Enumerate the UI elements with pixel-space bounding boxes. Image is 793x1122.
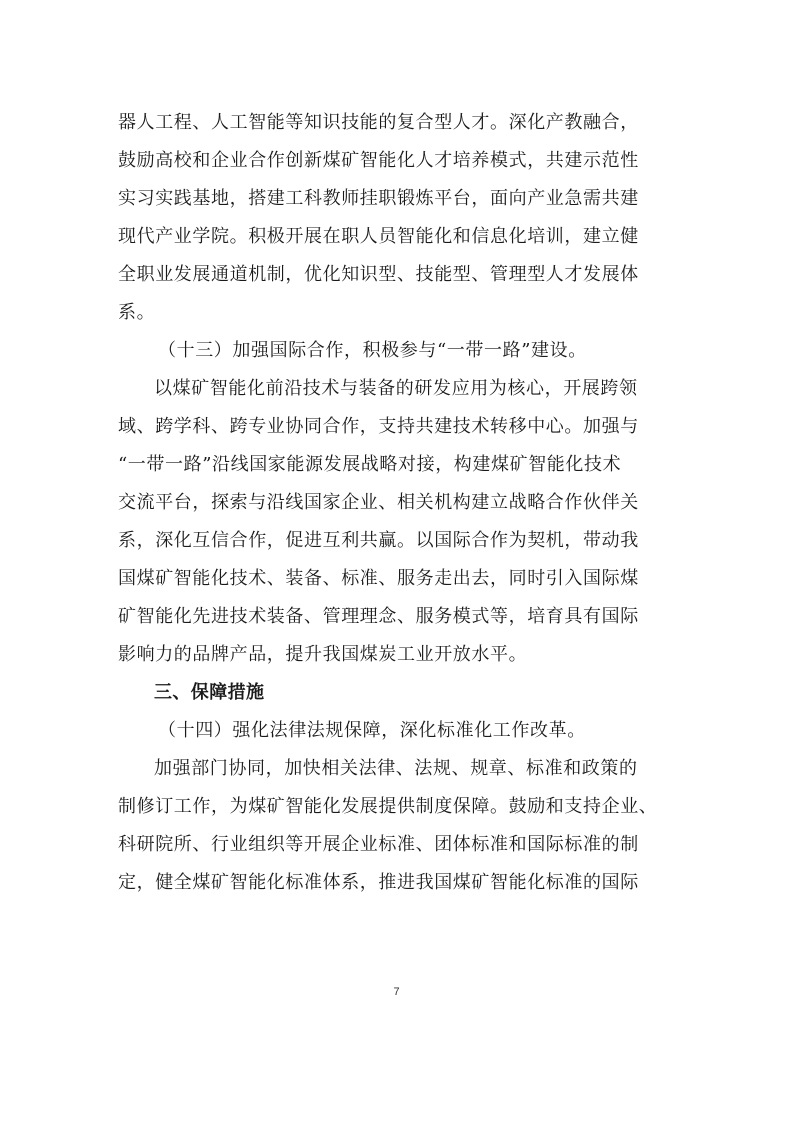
paragraph-line: 科研院所、行业组织等开展企业标准、团体标准和国际标准的制 (118, 834, 639, 855)
paragraph-line: 交流平台，探索与沿线国家企业、相关机构建立战略合作伙伴关 (118, 492, 639, 513)
paragraph-line: 影响力的品牌产品，提升我国煤炭工业开放水平。 (118, 644, 528, 665)
paragraph-line: 以煤矿智能化前沿技术与装备的研发应用为核心，开展跨领 (154, 378, 638, 399)
page-number: 7 (393, 986, 400, 998)
paragraph-line: 制修订工作，为煤矿智能化发展提供制度保障。鼓励和支持企业、 (118, 796, 658, 817)
paragraph-line: 国煤矿智能化技术、装备、标准、服务走出去，同时引入国际煤 (118, 568, 639, 589)
paragraph-line: 系，深化互信合作，促进互利共赢。以国际合作为契机，带动我 (118, 530, 639, 551)
paragraph-line: 域、跨学科、跨专业协同合作，支持共建技术转移中心。加强与 (118, 416, 639, 437)
document-body (118, 104, 680, 902)
section-heading: 三、保障措施 (154, 682, 265, 703)
subsection-heading: （十三）加强国际合作，积极参与“一带一路”建设。 (158, 340, 587, 361)
paragraph-line: 系。 (118, 302, 156, 323)
paragraph-line: 器人工程、人工智能等知识技能的复合型人才。深化产教融合， (118, 112, 639, 133)
paragraph-line: 现代产业学院。积极开展在职人员智能化和信息化培训，建立健 (118, 226, 639, 247)
paragraph-line: 定，健全煤矿智能化标准体系，推进我国煤矿智能化标准的国际 (118, 872, 639, 893)
paragraph-line: 鼓励高校和企业合作创新煤矿智能化人才培养模式，共建示范性 (118, 150, 639, 171)
subsection-heading: （十四）强化法律法规保障，深化标准化工作改革。 (158, 720, 586, 741)
paragraph-line: 加强部门协同，加快相关法律、法规、规章、标准和政策的 (154, 758, 638, 779)
paragraph-line: 实习实践基地，搭建工科教师挂职锻炼平台，面向产业急需共建 (118, 188, 639, 209)
paragraph-line: 全职业发展通道机制，优化知识型、技能型、管理型人才发展体 (118, 264, 639, 285)
paragraph-line: “一带一路”沿线国家能源发展战略对接，构建煤矿智能化技术 (118, 454, 622, 475)
paragraph-line: 矿智能化先进技术装备、管理理念、服务模式等，培育具有国际 (118, 606, 639, 627)
